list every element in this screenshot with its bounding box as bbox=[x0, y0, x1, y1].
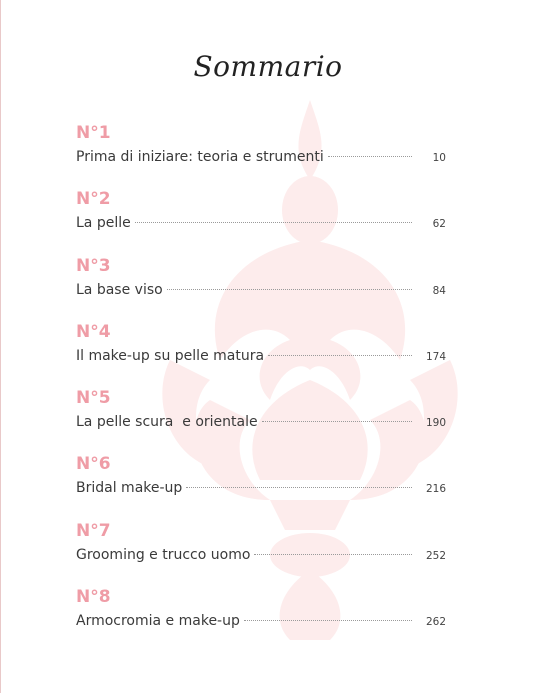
dot-leader bbox=[254, 554, 412, 555]
toc-entry[interactable] bbox=[76, 122, 446, 188]
page-number: 252 bbox=[425, 549, 446, 562]
page-number: 190 bbox=[425, 417, 446, 430]
chapter-title: La pelle scura e orientale bbox=[76, 414, 258, 431]
toc-entry[interactable] bbox=[76, 453, 446, 519]
chapter-number: N°5 bbox=[76, 388, 111, 409]
page-number: 174 bbox=[425, 350, 446, 363]
chapter-number: N°1 bbox=[76, 123, 111, 143]
toc-entry[interactable] bbox=[76, 520, 446, 586]
chapter-number: N°4 bbox=[76, 321, 111, 342]
table-of-contents bbox=[76, 122, 446, 652]
chapter-title: Il make-up su pelle matura bbox=[76, 347, 265, 364]
dot-leader bbox=[262, 421, 412, 422]
page-number: 84 bbox=[432, 284, 446, 297]
chapter-title: Armocromia e make-up bbox=[76, 613, 240, 630]
chapter-title: La base viso bbox=[76, 281, 163, 298]
chapter-title: Grooming e trucco uomo bbox=[76, 546, 251, 563]
toc-entry[interactable] bbox=[76, 387, 446, 453]
page-number: 62 bbox=[432, 218, 446, 231]
page-number: 10 bbox=[432, 152, 446, 164]
toc-entry[interactable] bbox=[76, 321, 446, 387]
chapter-number: N°6 bbox=[76, 454, 111, 475]
toc-entry[interactable] bbox=[76, 188, 446, 254]
page-number: 262 bbox=[425, 616, 446, 629]
dot-leader bbox=[135, 222, 412, 223]
page-title: Sommario bbox=[193, 50, 343, 83]
dot-leader bbox=[244, 620, 412, 621]
toc-entry[interactable] bbox=[76, 255, 446, 321]
dot-leader bbox=[167, 289, 412, 290]
page-edge bbox=[0, 0, 1, 693]
dot-leader bbox=[186, 487, 412, 488]
chapter-number: N°7 bbox=[76, 520, 111, 541]
chapter-title: Prima di iniziare: teoria e strumenti bbox=[76, 149, 324, 165]
chapter-title: La pelle bbox=[76, 215, 131, 232]
chapter-title: Bridal make-up bbox=[76, 480, 183, 497]
toc-entry[interactable] bbox=[76, 586, 446, 652]
dot-leader bbox=[328, 156, 412, 157]
chapter-number: N°8 bbox=[76, 587, 111, 608]
page-number: 216 bbox=[425, 483, 446, 496]
dot-leader bbox=[268, 355, 412, 356]
chapter-number: N°3 bbox=[76, 255, 111, 276]
chapter-number: N°2 bbox=[76, 189, 111, 210]
